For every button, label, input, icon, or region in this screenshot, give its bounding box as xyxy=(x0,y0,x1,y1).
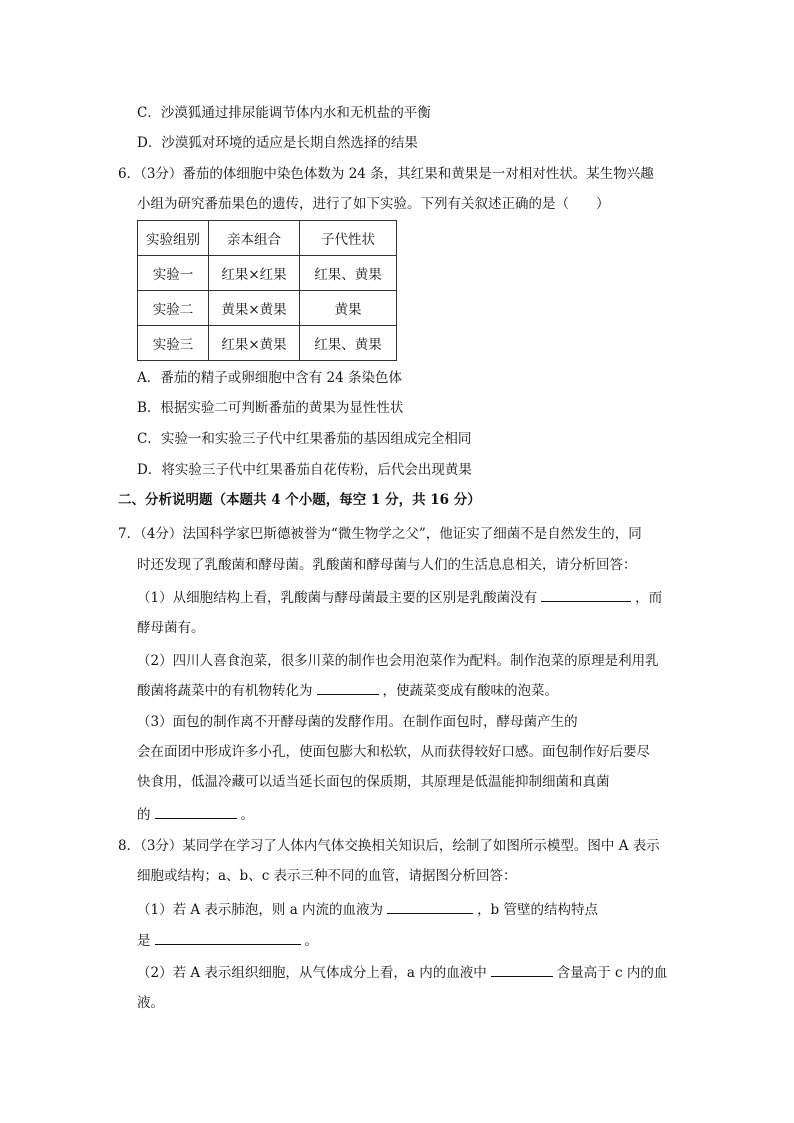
answer-blank[interactable] xyxy=(387,899,473,914)
q7-part3-line3: 快食用，低温冷藏可以适当延长面包的保质期，其原理是低温能抑制细菌和真菌 xyxy=(137,774,610,790)
q7-part3-line4 xyxy=(137,804,254,825)
q8-part2-line2: 液。 xyxy=(137,995,164,1011)
table-cell: 红果、黄果 xyxy=(300,326,397,361)
table-row xyxy=(138,291,397,326)
answer-blank[interactable] xyxy=(155,930,301,945)
q7-part2-text: 酸菌将蔬菜中的有机物转化为 xyxy=(137,683,313,699)
q8-stem-line1: 8．（3分）某同学在学习了人体内气体交换相关知识后，绘制了如图所示模型。图中 A 表示 xyxy=(118,838,660,854)
q7-part3-line1: （3）面包的制作离不开酵母菌的发酵作用。在制作面包时，酵母菌产生的 xyxy=(137,714,578,730)
q6-option-c: C．实验一和实验三子代中红果番茄的基因组成完全相同 xyxy=(137,431,472,447)
table-cell: 实验一 xyxy=(138,256,209,291)
table-cell: 红果、黄果 xyxy=(300,256,397,291)
q5-option-d: D．沙漠狐对环境的适应是长期自然选择的结果 xyxy=(137,135,418,151)
table-header-cell: 实验组别 xyxy=(138,221,209,256)
q6-option-b: B．根据实验二可判断番茄的黄果为显性性状 xyxy=(137,400,404,416)
q7-part3-line2: 会在面团中形成许多小孔，使面包膨大和松软，从而获得较好口感。面包制作好后要尽 xyxy=(137,744,650,760)
table-cell: 黄果 xyxy=(300,291,397,326)
q8-part2-text: （2）若 A 表示组织细胞，从气体成分上看，a 内的血液中 xyxy=(137,965,487,981)
q8-part1-text: （1）若 A 表示肺泡，则 a 内流的血液为 xyxy=(137,902,384,918)
q7-part3-text-end: 。 xyxy=(240,807,254,823)
table-header-cell: 子代性状 xyxy=(300,221,397,256)
q7-part2-text-end: ，使蔬菜变成有酸味的泡菜。 xyxy=(382,683,558,699)
table-cell: 实验三 xyxy=(138,326,209,361)
q7-part2-line1: （2）四川人喜食泡菜，很多川菜的制作也会用泡菜作为配料。制作泡菜的原理是利用乳 xyxy=(137,653,659,669)
q7-stem-line2: 时还发现了乳酸菌和酵母菌。乳酸菌和酵母菌与人们的生活息息相关，请分析回答： xyxy=(137,557,637,573)
table-cell: 黄果×黄果 xyxy=(209,291,300,326)
table-cell: 实验二 xyxy=(138,291,209,326)
q8-part1-text-end: 。 xyxy=(304,933,318,949)
q7-part1-line2: 酵母菌有。 xyxy=(137,620,205,636)
answer-blank[interactable] xyxy=(317,680,379,695)
table-row xyxy=(138,256,397,291)
q6-stem-line1: 6．（3分）番茄的体细胞中染色体数为 24 条，其红果和黄果是一对相对性状。某生物兴趣 xyxy=(118,166,654,182)
q8-part1-text-end: ，b 管壁的结构特点 xyxy=(477,902,598,918)
q7-part3-text: 的 xyxy=(137,807,151,823)
q8-stem-line2: 细胞或结构；a、b、c 表示三种不同的血管，请据图分析回答： xyxy=(137,868,517,884)
experiment-table xyxy=(137,220,397,361)
q8-part1-line2 xyxy=(137,930,318,951)
q7-stem-line1: 7．（4分）法国科学家巴斯德被誉为“微生物学之父”，他证实了细菌不是自然发生的，同 xyxy=(118,526,642,542)
q6-stem-line2: 小组为研究番茄果色的遗传，进行了如下实验。下列有关叙述正确的是（ ） xyxy=(137,196,610,212)
q7-part2-line2 xyxy=(137,680,558,701)
section-2-title: 二、分析说明题（本题共 4 个小题，每空 1 分，共 16 分） xyxy=(118,492,481,508)
answer-blank[interactable] xyxy=(491,962,553,977)
table-row xyxy=(138,326,397,361)
q8-part1-text: 是 xyxy=(137,933,151,949)
table-cell: 红果×红果 xyxy=(209,256,300,291)
q6-option-d: D．将实验三子代中红果番茄自花传粉，后代会出现黄果 xyxy=(137,462,472,478)
q7-part1-line1 xyxy=(137,587,662,608)
table-cell: 红果×黄果 xyxy=(209,326,300,361)
answer-blank[interactable] xyxy=(541,587,631,602)
q7-part1-text-end: ，而 xyxy=(635,590,663,606)
q8-part2-line1 xyxy=(137,962,667,983)
table-header-cell: 亲本组合 xyxy=(209,221,300,256)
q8-part1-line1 xyxy=(137,899,598,920)
q6-option-a: A．番茄的精子或卵细胞中含有 24 条染色体 xyxy=(137,370,403,386)
table-header-row xyxy=(138,221,397,256)
q8-part2-text-end: 含量高于 c 内的血 xyxy=(556,965,668,981)
answer-blank[interactable] xyxy=(155,804,237,819)
q7-part1-text: （1）从细胞结构上看，乳酸菌与酵母菌最主要的区别是乳酸菌没有 xyxy=(137,590,538,606)
q5-option-c: C．沙漠狐通过排尿能调节体内水和无机盐的平衡 xyxy=(137,105,431,121)
